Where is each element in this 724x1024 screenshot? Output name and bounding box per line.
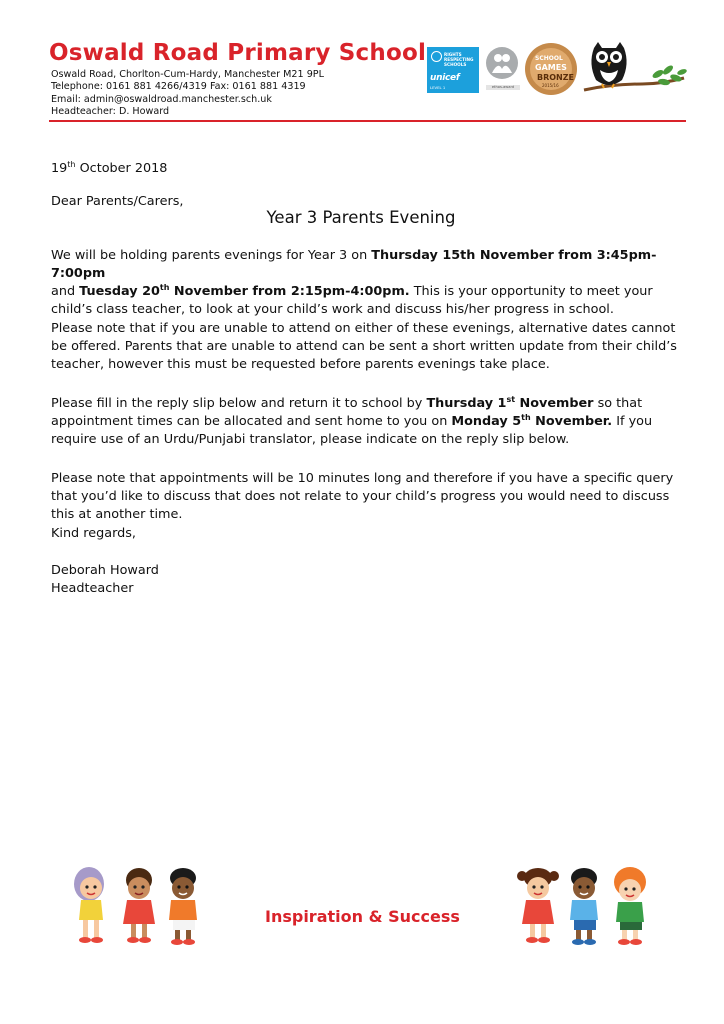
paragraph-1: We will be holding parents evenings for Year 3 on Thursday 15th November from 3:45pm-7:00pm and Tuesday 20th November from 2:15pm-4:00pm. This is your opportunity to meet your child’s class teacher, to look at your child’s work and discuss his/her progress in school. — [51, 248, 657, 317]
people-icon — [486, 47, 518, 79]
signer-name: Deborah Howard — [51, 563, 159, 578]
letter-title: Year 3 Parents Evening — [266, 208, 456, 227]
paragraph-4: Please note that appointments will be 10 minutes long and therefore if you have a specific query that you’d like to discuss that does not relate to your child’s progress you would need to discuss this at another time. — [51, 471, 674, 522]
school-games-bronze-badge: SCHOOL GAMES BRONZE 2015/16 — [525, 43, 577, 95]
signer-title: Headteacher — [51, 581, 134, 596]
letter-date: 19th October 2018 — [51, 160, 168, 176]
ethos-badge: ethos-award — [485, 47, 521, 103]
people-icon-svg — [486, 47, 518, 79]
paragraph-3: Please fill in the reply slip below and return it to school by Thursday 1st November so that appointment times can be allocated and sent home to you on Monday 5th November. If you require use of an Urdu/Punjabi translator, please indicate on the reply slip below. — [51, 395, 653, 447]
contact-block — [51, 69, 324, 119]
owl-on-branch-logo — [582, 40, 688, 96]
school-motto: Inspiration & Success — [265, 907, 460, 926]
school-name: Oswald Road Primary School — [49, 40, 427, 66]
school-telephone: Telephone: 0161 881 4266/4319 Fax: 0161 881 4319 — [51, 81, 306, 93]
school-headteacher: Headteacher: D. Howard — [51, 106, 170, 118]
closing: Kind regards, — [51, 526, 136, 541]
paragraph-2: Please note that if you are unable to attend on either of these evenings, alternative dates cannot be offered. Parents that are unable to attend can be sent a short written update from their child’s teacher, however this must be requested before parents evenings take place. — [51, 321, 677, 372]
school-email: Email: admin@oswaldroad.manchester.sch.uk — [51, 93, 272, 105]
school-address: Oswald Road, Chorlton-Cum-Hardy, Manchester M21 9PL — [51, 69, 324, 80]
header-divider — [49, 120, 686, 122]
children-illustration-left — [65, 862, 211, 948]
salutation: Dear Parents/Carers, — [51, 194, 184, 209]
globe-icon — [431, 51, 442, 62]
children-illustration-right — [510, 862, 660, 952]
unicef-rrs-badge: RIGHTS RESPECTING SCHOOLS unicef LEVEL 1 — [427, 47, 479, 93]
